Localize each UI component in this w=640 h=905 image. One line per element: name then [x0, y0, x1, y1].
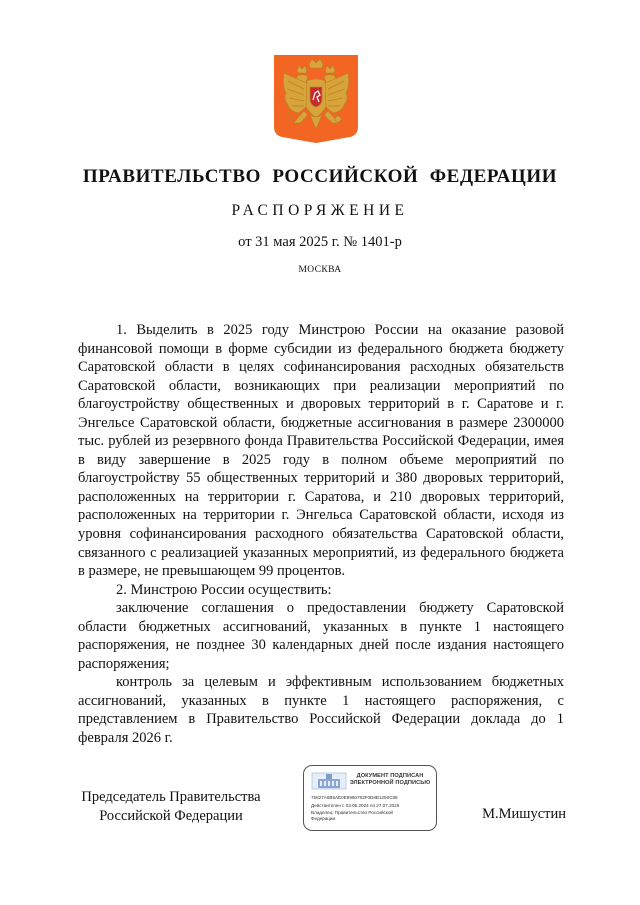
stamp-owner-line2: Федерации: [311, 816, 336, 821]
signatory-name: М.Мишустин: [482, 806, 566, 822]
signatory-position-line1: Председатель Правительства: [81, 789, 261, 805]
stamp-title-line1: ДОКУМЕНТ ПОДПИСАН: [356, 773, 424, 779]
stamp-validity: Действителен с 03.05.2024 по 27.07.2025: [311, 803, 400, 808]
signatory-position: [66, 788, 276, 826]
e-signature-stamp: [303, 765, 437, 831]
coat-of-arms-icon: [274, 55, 358, 143]
government-building-icon: [310, 770, 348, 792]
document-city: МОСКВА: [298, 265, 342, 275]
stamp-owner-line1: Владелец: Правительство Российской: [311, 810, 393, 815]
paragraph-2-item-1: заключение соглашения о предоставлении бюджету Саратовской области бюджетных ассигнований, указанных в пункте 1 настоящего распоряжения, не позднее 30 календарных дней после издания настоящего распоряжения;: [78, 600, 564, 672]
issuer-title: ПРАВИТЕЛЬСТВО РОССИЙСКОЙ ФЕДЕРАЦИИ: [82, 166, 558, 187]
document-type: РАСПОРЯЖЕНИЕ: [231, 202, 409, 219]
stamp-title-line2: ЭЛЕКТРОННОЙ ПОДПИСЬЮ: [349, 780, 431, 786]
document-body: [78, 321, 564, 748]
paragraph-2: 2. Минстрою России осуществить:: [116, 581, 332, 598]
signatory-position-line2: Российской Федерации: [99, 808, 243, 824]
stamp-title: [344, 773, 436, 787]
paragraph-1: 1. Выделить в 2025 году Минстрою России на оказание разовой финансовой помощи в форме субсидии из федерального бюджета бюджету Саратовской области в целях софинансирования расходных обязательств Саратовской области, возникающих при реализации мероприятий по благоустройству общественных и дворовых территорий в г. Саратове и г. Энгельсе Саратовской области, бюджетные ассигнования в размере 2300000 тыс. рублей из резервного фонда Правительства Российской Федерации, имея в виду завершение в 2025 году в полном объеме мероприятий по благоустройству 55 общественных территорий и 380 дворовых территорий, расположенных на территории г. Саратова, и 210 дворовых территорий, расположенных на территории г. Энгельса Саратовской области, исходя из уровня софинансирования расходного обязательства Саратовской области, связанного с реализацией указанных мероприятий, из федерального бюджета в размере, не превышающем 99 процентов.: [78, 322, 564, 580]
paragraph-2-item-2: контроль за целевым и эффективным использованием бюджетных ассигнований, указанных в пункте 1 настоящего распоряжения, с представлением в Правительство Российской Федерации доклада до 1 февраля 2026 г.: [78, 674, 564, 747]
document-date-number: от 31 мая 2025 г. № 1401-р: [238, 234, 402, 250]
stamp-certificate: 75827A6B5AE0E8996783F0D8B1250C88: [311, 795, 398, 800]
